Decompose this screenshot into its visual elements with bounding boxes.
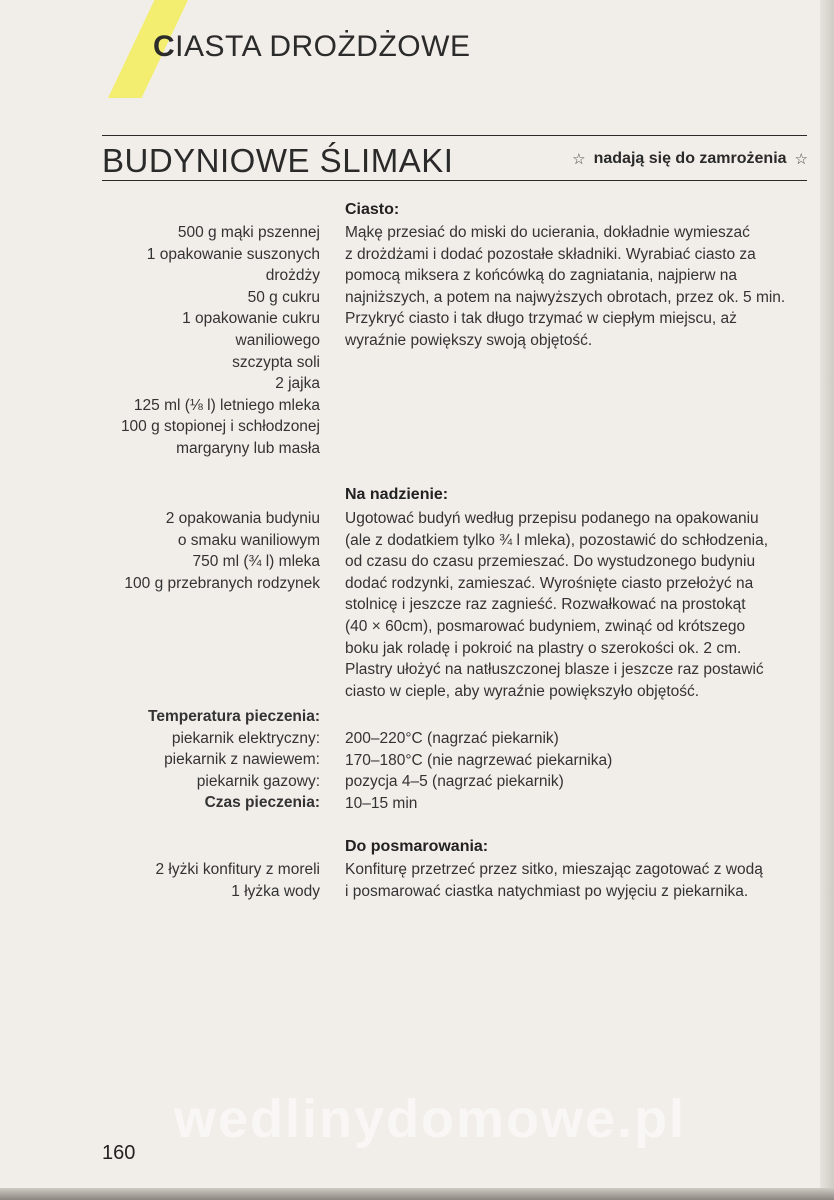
ingredient-item: margaryny lub masła (176, 439, 320, 457)
instruction-line: (ale z dodatkiem tylko ¾ l mleka), pozostawić do schłodzenia, (345, 531, 769, 549)
ingredient-item: 2 łyżki konfitury z moreli (155, 861, 320, 878)
freeze-note-text: nadają się do zamrożenia (593, 150, 787, 167)
glaze-heading: Do posmarowania: (345, 838, 489, 855)
filling-heading: Na nadzienie: (345, 486, 449, 503)
baking-time-value: 10–15 min (345, 794, 418, 812)
ingredient-item: 100 g stopionej i schłodzonej (120, 418, 320, 436)
gas-oven-label: piekarnik gazowy: (196, 772, 320, 790)
recipe-title: BUDYNIOWE ŚLIMAKI (102, 142, 454, 179)
ingredient-item: 125 ml (⅛ l) letniego mleka (133, 396, 320, 414)
instruction-line: boku jak roladę i pokroić na plastry o szerokości ok. 2 cm. (345, 639, 742, 657)
ingredient-item: o smaku waniliowym (177, 531, 320, 549)
ingredient-item: 1 opakowanie cukru (182, 310, 320, 328)
electric-oven-label: piekarnik elektryczny: (171, 729, 320, 747)
gas-oven-value: pozycja 4–5 (nagrzać piekarnik) (345, 773, 564, 791)
freeze-note (572, 150, 808, 168)
electric-oven-value: 200–220°C (nagrzać piekarnik) (345, 730, 559, 747)
instruction-line: pomocą miksera z końcówką do zagniatania, najpierw na (345, 267, 738, 285)
ingredient-item: 2 opakowania budyniu (165, 510, 320, 527)
filling-ingredients (100, 508, 320, 594)
instruction-line: ciasto w cieple, aby wyraźnie powiększyło objętość. (345, 682, 700, 700)
section-title (153, 30, 470, 64)
page-number: 160 (102, 1142, 136, 1164)
ingredient-item: 50 g cukru (247, 288, 320, 306)
ingredient-item: waniliowego (235, 331, 320, 349)
glaze-instructions (345, 859, 815, 902)
baking-temperature-label: Temperatura pieczenia: (148, 708, 320, 725)
instruction-line: stolnicę i jeszcze raz zagnieść. Rozwałkować na prostokąt (345, 596, 746, 614)
dough-heading: Ciasto: (345, 201, 400, 218)
star-icon: ☆ (572, 151, 586, 168)
ingredient-item: 100 g przebranych rodzynek (124, 574, 320, 592)
fan-oven-label: piekarnik z nawiewem: (164, 751, 320, 769)
ingredient-item: 2 jajka (275, 375, 320, 393)
glaze-ingredients (100, 859, 320, 902)
dough-instructions (345, 222, 815, 352)
baking-time-label: Czas pieczenia: (204, 794, 320, 812)
instruction-line: Konfiturę przetrzeć przez sitko, mieszając zagotować z wodą (345, 861, 763, 878)
page-bottom-edge (0, 1188, 834, 1200)
instruction-line: Przykryć ciasto i tak długo trzymać w ciepłym miejscu, aż (345, 310, 737, 328)
instruction-line: od czasu do czasu przemieszać. Do wystudzonego budyniu (345, 553, 756, 571)
watermark: wedlinydomowe.pl (173, 1089, 687, 1149)
instruction-line: Plastry ułożyć na natłuszczonej blasze i jeszcze raz postawić (345, 661, 764, 679)
instruction-line: dodać rodzynki, zamieszać. Wyrośnięte ciasto przełożyć na (345, 574, 754, 592)
instruction-line: Mąkę przesiać do miski do ucierania, dokładnie wymieszać (345, 224, 750, 241)
instruction-line: najniższych, a potem na najwyższych obrotach, przez ok. 5 min. (345, 288, 786, 306)
title-bottom-rule (102, 180, 807, 181)
ingredient-item: 500 g mąki pszennej (177, 224, 320, 241)
dough-ingredients (100, 222, 320, 460)
instruction-line: (40 × 60cm), posmarować budyniem, zwinąć od krótszego (345, 617, 746, 635)
instruction-line: z drożdżami i dodać pozostałe składniki. Wyrabiać ciasto za (345, 245, 756, 263)
ingredient-item: szczypta soli (232, 353, 320, 371)
fan-oven-value: 170–180°C (nie nagrzewać piekarnika) (345, 751, 613, 769)
star-icon: ☆ (794, 151, 808, 168)
section-title-rest: IASTA DROŻDŻOWE (175, 30, 471, 63)
ingredient-item: 1 opakowanie suszonych (146, 245, 320, 263)
baking-labels (100, 706, 320, 814)
baking-values (345, 728, 612, 814)
instruction-line: i posmarować ciastka natychmiast po wyjęciu z piekarnika. (345, 882, 749, 900)
title-top-rule (102, 135, 807, 136)
section-title-initial: C (153, 30, 176, 63)
ingredient-item: drożdży (265, 267, 320, 285)
page-edge-shadow (820, 0, 834, 1200)
ingredient-item: 1 łyżka wody (231, 882, 320, 900)
instruction-line: Ugotować budyń według przepisu podanego na opakowaniu (345, 510, 759, 527)
filling-instructions (345, 508, 815, 702)
instruction-line: wyraźnie powiększy swoją objętość. (345, 331, 593, 349)
ingredient-item: 750 ml (¾ l) mleka (192, 553, 320, 571)
